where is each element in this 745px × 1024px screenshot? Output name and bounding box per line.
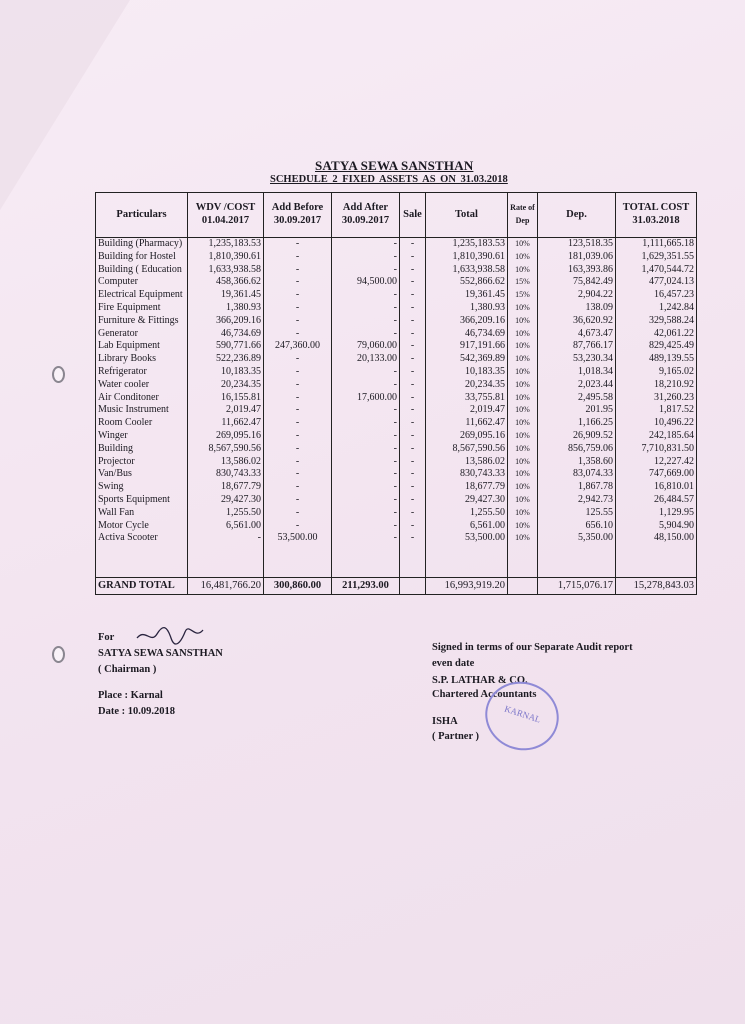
asset-rate: 10% bbox=[508, 494, 538, 507]
asset-rate: 10% bbox=[508, 238, 538, 251]
table-row bbox=[96, 468, 697, 481]
asset-name: Refrigerator bbox=[96, 366, 188, 379]
asset-total: 8,567,590.56 bbox=[426, 443, 508, 456]
asset-rate: 10% bbox=[508, 392, 538, 405]
page-fold-shadow bbox=[0, 0, 130, 210]
asset-wdv: 20,234.35 bbox=[188, 379, 264, 392]
asset-dep: 87,766.17 bbox=[538, 340, 616, 353]
asset-name: Sports Equipment bbox=[96, 494, 188, 507]
asset-add-after: 94,500.00 bbox=[332, 276, 400, 289]
asset-add-after: - bbox=[332, 328, 400, 341]
asset-total: 46,734.69 bbox=[426, 328, 508, 341]
table-row bbox=[96, 404, 697, 417]
asset-wdv: 366,209.16 bbox=[188, 315, 264, 328]
asset-rate: 15% bbox=[508, 276, 538, 289]
table-row bbox=[96, 430, 697, 443]
grand-total-cost: 15,278,843.03 bbox=[616, 578, 697, 595]
asset-rate: 10% bbox=[508, 520, 538, 533]
punch-hole bbox=[52, 366, 65, 383]
asset-total: 19,361.45 bbox=[426, 289, 508, 302]
asset-dep: 2,023.44 bbox=[538, 379, 616, 392]
partner-name: ISHA bbox=[432, 716, 458, 727]
asset-name: Room Cooler bbox=[96, 417, 188, 430]
asset-add-before: - bbox=[264, 481, 332, 494]
asset-add-before: - bbox=[264, 366, 332, 379]
asset-add-before: - bbox=[264, 328, 332, 341]
asset-sale: - bbox=[400, 520, 426, 533]
schedule-title: SCHEDULE 2 FIXED ASSETS AS ON 31.03.2018 bbox=[270, 174, 508, 185]
asset-add-before: - bbox=[264, 392, 332, 405]
asset-total-cost: 1,629,351.55 bbox=[616, 251, 697, 264]
asset-name: Generator bbox=[96, 328, 188, 341]
footer-org: SATYA SEWA SANSTHAN bbox=[98, 648, 223, 659]
asset-dep: 5,350.00 bbox=[538, 532, 616, 545]
asset-rate: 10% bbox=[508, 366, 538, 379]
asset-name: Motor Cycle bbox=[96, 520, 188, 533]
table-header-row bbox=[96, 193, 697, 238]
asset-add-before: - bbox=[264, 353, 332, 366]
asset-total: 11,662.47 bbox=[426, 417, 508, 430]
asset-total: 18,677.79 bbox=[426, 481, 508, 494]
table-row bbox=[96, 520, 697, 533]
asset-add-after: - bbox=[332, 302, 400, 315]
asset-add-after: - bbox=[332, 443, 400, 456]
asset-add-before: - bbox=[264, 404, 332, 417]
asset-rate: 10% bbox=[508, 456, 538, 469]
asset-dep: 2,904.22 bbox=[538, 289, 616, 302]
asset-dep: 1,867.78 bbox=[538, 481, 616, 494]
table-row bbox=[96, 366, 697, 379]
col-add-after: Add After 30.09.2017 bbox=[332, 193, 400, 238]
asset-add-after: - bbox=[332, 264, 400, 277]
asset-rate: 10% bbox=[508, 443, 538, 456]
asset-total-cost: 1,470,544.72 bbox=[616, 264, 697, 277]
table-spacer-row bbox=[96, 545, 697, 578]
asset-total: 830,743.33 bbox=[426, 468, 508, 481]
asset-total-cost: 18,210.92 bbox=[616, 379, 697, 392]
asset-total: 53,500.00 bbox=[426, 532, 508, 545]
asset-wdv: 18,677.79 bbox=[188, 481, 264, 494]
chairman-signature bbox=[135, 624, 205, 646]
asset-dep: 26,909.52 bbox=[538, 430, 616, 443]
grand-total-rate bbox=[508, 578, 538, 595]
asset-rate: 10% bbox=[508, 481, 538, 494]
asset-add-after: - bbox=[332, 417, 400, 430]
asset-sale: - bbox=[400, 430, 426, 443]
asset-sale: - bbox=[400, 507, 426, 520]
asset-rate: 15% bbox=[508, 289, 538, 302]
grand-total-after: 211,293.00 bbox=[332, 578, 400, 595]
asset-wdv: 8,567,590.56 bbox=[188, 443, 264, 456]
footer-chairman: ( Chairman ) bbox=[98, 664, 157, 675]
asset-name: Library Books bbox=[96, 353, 188, 366]
partner-role: ( Partner ) bbox=[432, 731, 480, 742]
asset-add-after: - bbox=[332, 379, 400, 392]
asset-total-cost: 42,061.22 bbox=[616, 328, 697, 341]
asset-add-after: - bbox=[332, 315, 400, 328]
asset-name: Van/Bus bbox=[96, 468, 188, 481]
asset-add-after: - bbox=[332, 532, 400, 545]
asset-total-cost: 26,484.57 bbox=[616, 494, 697, 507]
asset-add-before: - bbox=[264, 251, 332, 264]
grand-total-before: 300,860.00 bbox=[264, 578, 332, 595]
asset-wdv: 19,361.45 bbox=[188, 289, 264, 302]
asset-total-cost: 489,139.55 bbox=[616, 353, 697, 366]
asset-add-before: - bbox=[264, 520, 332, 533]
asset-dep: 656.10 bbox=[538, 520, 616, 533]
asset-add-after: - bbox=[332, 494, 400, 507]
asset-name: Lab Equipment bbox=[96, 340, 188, 353]
auditor-firm-type: Chartered Accountants bbox=[432, 689, 537, 700]
asset-rate: 10% bbox=[508, 417, 538, 430]
asset-wdv: 11,662.47 bbox=[188, 417, 264, 430]
asset-sale: - bbox=[400, 366, 426, 379]
asset-add-before: - bbox=[264, 443, 332, 456]
asset-sale: - bbox=[400, 404, 426, 417]
asset-dep: 201.95 bbox=[538, 404, 616, 417]
asset-dep: 4,673.47 bbox=[538, 328, 616, 341]
table-row bbox=[96, 238, 697, 251]
auditor-stamp: KARNAL bbox=[476, 672, 567, 760]
asset-name: Activa Scooter bbox=[96, 532, 188, 545]
table-row bbox=[96, 264, 697, 277]
asset-add-after: - bbox=[332, 404, 400, 417]
asset-add-before: 247,360.00 bbox=[264, 340, 332, 353]
asset-wdv: - bbox=[188, 532, 264, 545]
asset-total-cost: 747,669.00 bbox=[616, 468, 697, 481]
grand-total-wdv: 16,481,766.20 bbox=[188, 578, 264, 595]
table-row bbox=[96, 507, 697, 520]
asset-name: Air Conditoner bbox=[96, 392, 188, 405]
grand-total-total: 16,993,919.20 bbox=[426, 578, 508, 595]
asset-add-after: 20,133.00 bbox=[332, 353, 400, 366]
asset-add-before: - bbox=[264, 276, 332, 289]
asset-rate: 10% bbox=[508, 507, 538, 520]
asset-wdv: 830,743.33 bbox=[188, 468, 264, 481]
table-row bbox=[96, 532, 697, 545]
asset-wdv: 2,019.47 bbox=[188, 404, 264, 417]
asset-sale: - bbox=[400, 264, 426, 277]
asset-sale: - bbox=[400, 468, 426, 481]
table-row bbox=[96, 289, 697, 302]
footer-for: For bbox=[98, 632, 115, 643]
table-row bbox=[96, 379, 697, 392]
table-row bbox=[96, 328, 697, 341]
asset-add-after: - bbox=[332, 238, 400, 251]
asset-add-before: - bbox=[264, 507, 332, 520]
col-particulars: Particulars bbox=[96, 193, 188, 238]
asset-name: Music Instrument bbox=[96, 404, 188, 417]
asset-add-after: - bbox=[332, 507, 400, 520]
asset-wdv: 16,155.81 bbox=[188, 392, 264, 405]
asset-total: 1,235,183.53 bbox=[426, 238, 508, 251]
asset-wdv: 10,183.35 bbox=[188, 366, 264, 379]
asset-name: Electrical Equipment bbox=[96, 289, 188, 302]
asset-sale: - bbox=[400, 392, 426, 405]
asset-dep: 75,842.49 bbox=[538, 276, 616, 289]
asset-total-cost: 48,150.00 bbox=[616, 532, 697, 545]
audit-even-date: even date bbox=[432, 658, 475, 669]
asset-sale: - bbox=[400, 379, 426, 392]
asset-sale: - bbox=[400, 481, 426, 494]
asset-dep: 1,358.60 bbox=[538, 456, 616, 469]
auditor-firm: S.P. LATHAR & CO. bbox=[432, 675, 528, 686]
col-rate: Rate of Dep bbox=[508, 193, 538, 238]
asset-sale: - bbox=[400, 456, 426, 469]
asset-sale: - bbox=[400, 353, 426, 366]
table-row bbox=[96, 417, 697, 430]
punch-hole bbox=[52, 646, 65, 663]
asset-add-after: - bbox=[332, 481, 400, 494]
table-row bbox=[96, 456, 697, 469]
asset-wdv: 1,633,938.58 bbox=[188, 264, 264, 277]
asset-rate: 10% bbox=[508, 328, 538, 341]
asset-add-after: - bbox=[332, 366, 400, 379]
asset-sale: - bbox=[400, 340, 426, 353]
asset-sale: - bbox=[400, 276, 426, 289]
col-sale: Sale bbox=[400, 193, 426, 238]
asset-dep: 2,495.58 bbox=[538, 392, 616, 405]
asset-add-after: - bbox=[332, 456, 400, 469]
asset-total: 1,255.50 bbox=[426, 507, 508, 520]
asset-total-cost: 329,588.24 bbox=[616, 315, 697, 328]
asset-sale: - bbox=[400, 532, 426, 545]
asset-rate: 10% bbox=[508, 430, 538, 443]
asset-dep: 1,018.34 bbox=[538, 366, 616, 379]
asset-dep: 163,393.86 bbox=[538, 264, 616, 277]
asset-rate: 10% bbox=[508, 468, 538, 481]
asset-sale: - bbox=[400, 494, 426, 507]
asset-total: 542,369.89 bbox=[426, 353, 508, 366]
table-row bbox=[96, 340, 697, 353]
table-row bbox=[96, 392, 697, 405]
col-wdv: WDV /COST 01.04.2017 bbox=[188, 193, 264, 238]
fixed-assets-table bbox=[95, 192, 697, 595]
asset-dep: 36,620.92 bbox=[538, 315, 616, 328]
asset-add-after: - bbox=[332, 468, 400, 481]
asset-name: Building (Pharmacy) bbox=[96, 238, 188, 251]
asset-total-cost: 1,129.95 bbox=[616, 507, 697, 520]
table-row bbox=[96, 251, 697, 264]
asset-total-cost: 7,710,831.50 bbox=[616, 443, 697, 456]
asset-wdv: 590,771.66 bbox=[188, 340, 264, 353]
asset-add-after: 17,600.00 bbox=[332, 392, 400, 405]
asset-wdv: 1,810,390.61 bbox=[188, 251, 264, 264]
asset-sale: - bbox=[400, 417, 426, 430]
asset-add-before: 53,500.00 bbox=[264, 532, 332, 545]
asset-rate: 10% bbox=[508, 379, 538, 392]
asset-total-cost: 16,810.01 bbox=[616, 481, 697, 494]
asset-total-cost: 12,227.42 bbox=[616, 456, 697, 469]
asset-sale: - bbox=[400, 302, 426, 315]
asset-wdv: 46,734.69 bbox=[188, 328, 264, 341]
asset-total-cost: 477,024.13 bbox=[616, 276, 697, 289]
asset-add-after: - bbox=[332, 251, 400, 264]
asset-add-after: - bbox=[332, 520, 400, 533]
asset-total: 552,866.62 bbox=[426, 276, 508, 289]
footer-place: Place : Karnal bbox=[98, 690, 163, 701]
asset-total: 1,633,938.58 bbox=[426, 264, 508, 277]
grand-total-label: GRAND TOTAL bbox=[96, 578, 188, 595]
asset-total: 33,755.81 bbox=[426, 392, 508, 405]
asset-wdv: 1,235,183.53 bbox=[188, 238, 264, 251]
asset-total: 13,586.02 bbox=[426, 456, 508, 469]
asset-add-before: - bbox=[264, 289, 332, 302]
asset-add-before: - bbox=[264, 238, 332, 251]
asset-total-cost: 1,242.84 bbox=[616, 302, 697, 315]
asset-add-before: - bbox=[264, 315, 332, 328]
asset-sale: - bbox=[400, 315, 426, 328]
asset-add-before: - bbox=[264, 468, 332, 481]
asset-rate: 10% bbox=[508, 532, 538, 545]
asset-total: 1,380.93 bbox=[426, 302, 508, 315]
asset-add-before: - bbox=[264, 379, 332, 392]
grand-total-row bbox=[96, 578, 697, 595]
asset-rate: 10% bbox=[508, 315, 538, 328]
asset-total-cost: 9,165.02 bbox=[616, 366, 697, 379]
asset-dep: 1,166.25 bbox=[538, 417, 616, 430]
asset-total: 366,209.16 bbox=[426, 315, 508, 328]
asset-rate: 10% bbox=[508, 353, 538, 366]
asset-total-cost: 829,425.49 bbox=[616, 340, 697, 353]
asset-dep: 856,759.06 bbox=[538, 443, 616, 456]
asset-total-cost: 1,111,665.18 bbox=[616, 238, 697, 251]
asset-add-before: - bbox=[264, 430, 332, 443]
asset-wdv: 13,586.02 bbox=[188, 456, 264, 469]
asset-dep: 123,518.35 bbox=[538, 238, 616, 251]
table-row bbox=[96, 481, 697, 494]
asset-name: Projector bbox=[96, 456, 188, 469]
asset-rate: 10% bbox=[508, 404, 538, 417]
col-total-cost: TOTAL COST 31.03.2018 bbox=[616, 193, 697, 238]
asset-name: Fire Equipment bbox=[96, 302, 188, 315]
asset-total: 20,234.35 bbox=[426, 379, 508, 392]
asset-sale: - bbox=[400, 443, 426, 456]
asset-wdv: 29,427.30 bbox=[188, 494, 264, 507]
asset-sale: - bbox=[400, 238, 426, 251]
asset-total-cost: 5,904.90 bbox=[616, 520, 697, 533]
asset-total: 1,810,390.61 bbox=[426, 251, 508, 264]
asset-name: Swing bbox=[96, 481, 188, 494]
table-row bbox=[96, 315, 697, 328]
asset-add-before: - bbox=[264, 456, 332, 469]
col-dep: Dep. bbox=[538, 193, 616, 238]
asset-rate: 10% bbox=[508, 251, 538, 264]
asset-name: Computer bbox=[96, 276, 188, 289]
asset-name: Wall Fan bbox=[96, 507, 188, 520]
asset-total: 6,561.00 bbox=[426, 520, 508, 533]
asset-wdv: 1,255.50 bbox=[188, 507, 264, 520]
asset-add-before: - bbox=[264, 494, 332, 507]
asset-total: 29,427.30 bbox=[426, 494, 508, 507]
grand-total-dep: 1,715,076.17 bbox=[538, 578, 616, 595]
asset-sale: - bbox=[400, 289, 426, 302]
grand-total-sale bbox=[400, 578, 426, 595]
asset-add-after: 79,060.00 bbox=[332, 340, 400, 353]
asset-add-before: - bbox=[264, 417, 332, 430]
asset-dep: 83,074.33 bbox=[538, 468, 616, 481]
asset-sale: - bbox=[400, 251, 426, 264]
asset-name: Water cooler bbox=[96, 379, 188, 392]
asset-total-cost: 31,260.23 bbox=[616, 392, 697, 405]
asset-total: 917,191.66 bbox=[426, 340, 508, 353]
asset-add-before: - bbox=[264, 264, 332, 277]
asset-total-cost: 16,457.23 bbox=[616, 289, 697, 302]
asset-total: 269,095.16 bbox=[426, 430, 508, 443]
asset-wdv: 269,095.16 bbox=[188, 430, 264, 443]
asset-total-cost: 1,817.52 bbox=[616, 404, 697, 417]
asset-rate: 10% bbox=[508, 340, 538, 353]
asset-rate: 10% bbox=[508, 302, 538, 315]
col-total: Total bbox=[426, 193, 508, 238]
asset-total-cost: 242,185.64 bbox=[616, 430, 697, 443]
asset-name: Building for Hostel bbox=[96, 251, 188, 264]
asset-name: Building ( Education bbox=[96, 264, 188, 277]
asset-wdv: 6,561.00 bbox=[188, 520, 264, 533]
col-add-before: Add Before 30.09.2017 bbox=[264, 193, 332, 238]
asset-name: Winger bbox=[96, 430, 188, 443]
asset-name: Building bbox=[96, 443, 188, 456]
organization-title: SATYA SEWA SANSTHAN bbox=[315, 158, 474, 173]
asset-total: 2,019.47 bbox=[426, 404, 508, 417]
table-row bbox=[96, 276, 697, 289]
asset-add-after: - bbox=[332, 430, 400, 443]
asset-wdv: 1,380.93 bbox=[188, 302, 264, 315]
asset-wdv: 458,366.62 bbox=[188, 276, 264, 289]
table-row bbox=[96, 494, 697, 507]
asset-add-before: - bbox=[264, 302, 332, 315]
asset-wdv: 522,236.89 bbox=[188, 353, 264, 366]
footer-date: Date : 10.09.2018 bbox=[98, 706, 175, 717]
table-row bbox=[96, 353, 697, 366]
asset-dep: 53,230.34 bbox=[538, 353, 616, 366]
table-row bbox=[96, 302, 697, 315]
asset-total: 10,183.35 bbox=[426, 366, 508, 379]
asset-sale: - bbox=[400, 328, 426, 341]
asset-dep: 2,942.73 bbox=[538, 494, 616, 507]
asset-dep: 181,039.06 bbox=[538, 251, 616, 264]
asset-add-after: - bbox=[332, 289, 400, 302]
audit-signed-text: Signed in terms of our Separate Audit report bbox=[432, 642, 633, 653]
table-row bbox=[96, 443, 697, 456]
asset-name: Furniture & Fittings bbox=[96, 315, 188, 328]
asset-total-cost: 10,496.22 bbox=[616, 417, 697, 430]
asset-dep: 125.55 bbox=[538, 507, 616, 520]
asset-dep: 138.09 bbox=[538, 302, 616, 315]
asset-rate: 10% bbox=[508, 264, 538, 277]
